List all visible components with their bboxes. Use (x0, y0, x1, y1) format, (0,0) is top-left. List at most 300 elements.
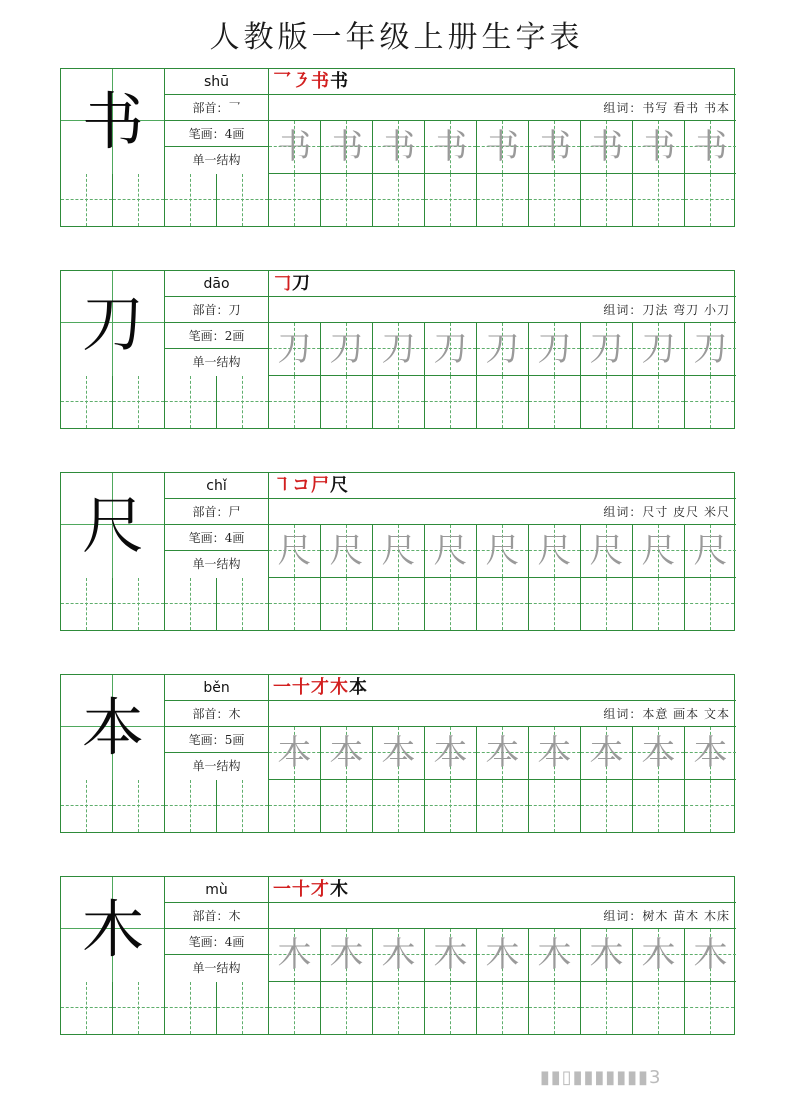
pinyin-row (165, 69, 268, 95)
stroke-order-row (269, 675, 736, 701)
practice-cell[interactable] (113, 780, 165, 832)
tracing-character: 书 (329, 127, 364, 167)
tracing-character: 尺 (537, 531, 572, 571)
guide-line (658, 174, 659, 226)
tracing-character: 本 (329, 733, 364, 773)
guide-line (658, 780, 659, 832)
word-examples (603, 297, 730, 323)
tracing-cell[interactable] (425, 323, 477, 375)
practice-cell[interactable] (165, 982, 217, 1034)
guide-line (138, 780, 139, 832)
structure-text: 单一结构 (192, 759, 241, 773)
guide-line (242, 982, 243, 1034)
tracing-cell[interactable] (477, 525, 529, 577)
words-row (269, 95, 736, 121)
practice-cell[interactable] (477, 376, 529, 428)
tracing-cell[interactable] (321, 323, 373, 375)
practice-cell[interactable] (217, 982, 269, 1034)
practice-cell[interactable] (685, 376, 734, 428)
guide-line (346, 174, 347, 226)
tracing-character: 木 (329, 935, 364, 975)
guide-line (346, 376, 347, 428)
practice-cell[interactable] (217, 578, 269, 630)
stroke-order-row (269, 69, 736, 95)
guide-line (242, 174, 243, 226)
words-row (269, 903, 736, 929)
guide-line (554, 780, 555, 832)
radical-row (165, 701, 268, 727)
radical-row (165, 95, 268, 121)
practice-cell[interactable] (425, 376, 477, 428)
tracing-character: 刀 (589, 329, 624, 369)
guide-line (346, 982, 347, 1034)
practice-cell[interactable] (165, 578, 217, 630)
tracing-cell[interactable] (477, 121, 529, 173)
guide-line (658, 376, 659, 428)
practice-cell[interactable] (269, 578, 321, 630)
tracing-character: 书 (381, 127, 416, 167)
tracing-cell[interactable] (477, 323, 529, 375)
info-column (165, 877, 269, 982)
guide-line (398, 578, 399, 630)
guide-line (502, 174, 503, 226)
pinyin-row (165, 271, 268, 297)
tracing-cell[interactable] (269, 525, 321, 577)
tracing-character: 木 (537, 935, 572, 975)
big-character-cell (61, 473, 165, 578)
tracing-character: 木 (589, 935, 624, 975)
structure-row (165, 147, 268, 174)
character-card (60, 68, 735, 227)
tracing-character: 书 (693, 127, 728, 167)
tracing-character: 刀 (433, 329, 468, 369)
stroke-order (273, 675, 368, 701)
practice-cell[interactable] (165, 780, 217, 832)
stroke-count-text: 4画 (224, 127, 245, 141)
tracing-character: 木 (433, 935, 468, 975)
words-label: 组词： (603, 303, 643, 317)
practice-cell[interactable] (425, 174, 477, 226)
pinyin-row (165, 877, 268, 903)
practice-cell[interactable] (217, 174, 269, 226)
guide-line (242, 578, 243, 630)
structure-text: 单一结构 (192, 961, 241, 975)
radical-text: 部首： (192, 303, 229, 317)
practice-cell[interactable] (269, 376, 321, 428)
practice-cell[interactable] (61, 376, 113, 428)
practice-cell[interactable] (373, 780, 425, 832)
character-card (60, 876, 735, 1035)
tracing-character: 本 (589, 733, 624, 773)
practice-cell[interactable] (113, 578, 165, 630)
guide-line (554, 982, 555, 1034)
tracing-character: 刀 (329, 329, 364, 369)
guide-line (502, 780, 503, 832)
tracing-cell[interactable] (373, 525, 425, 577)
guide-line (710, 780, 711, 832)
guide-line (710, 174, 711, 226)
practice-cell[interactable] (165, 376, 217, 428)
words-row (269, 701, 736, 727)
tracing-character: 木 (485, 935, 520, 975)
stroke-count-row (165, 929, 268, 955)
radical-text: 尸 (228, 505, 241, 519)
radical-row (165, 903, 268, 929)
guide-line (242, 376, 243, 428)
practice-cell[interactable] (685, 780, 734, 832)
character-card (60, 674, 735, 833)
practice-cell[interactable] (269, 982, 321, 1034)
guide-line (398, 780, 399, 832)
practice-cell[interactable] (61, 780, 113, 832)
practice-cell[interactable] (633, 578, 685, 630)
tracing-cell[interactable] (633, 121, 685, 173)
radical-text: 部首： (192, 505, 229, 519)
tracing-cell[interactable] (685, 323, 736, 375)
guide-line (86, 982, 87, 1034)
tracing-cell[interactable] (477, 929, 529, 981)
guide-line (190, 982, 191, 1034)
big-character-cell (61, 675, 165, 780)
tracing-character: 书 (485, 127, 520, 167)
tracing-cell[interactable] (321, 525, 373, 577)
stroke-count-text: 笔画： (188, 531, 225, 545)
words-label: 组词： (603, 909, 643, 923)
pinyin-text: chǐ (206, 478, 227, 494)
guide-line (502, 982, 503, 1034)
words-label: 组词： (603, 101, 643, 115)
stroke-count-text: 5画 (224, 733, 245, 747)
watermark: ▮▮▯▮▮▮▮▮▮▮3 (540, 1067, 662, 1088)
tracing-cell[interactable] (685, 525, 736, 577)
guide-line (710, 578, 711, 630)
guide-line (138, 174, 139, 226)
big-character-cell (61, 877, 165, 982)
guide-line (554, 578, 555, 630)
tracing-character: 尺 (277, 531, 312, 571)
tracing-character: 刀 (381, 329, 416, 369)
tracing-character: 书 (641, 127, 676, 167)
guide-line (710, 982, 711, 1034)
stroke-step: 尸 (311, 475, 329, 496)
radical-row (165, 499, 268, 525)
stroke-count-text: 笔画： (188, 733, 225, 747)
big-character: 刀 (81, 287, 144, 360)
guide-line (658, 982, 659, 1034)
practice-cell[interactable] (165, 174, 217, 226)
tracing-character: 本 (641, 733, 676, 773)
tracing-character: 本 (277, 733, 312, 773)
tracing-character: 本 (433, 733, 468, 773)
stroke-count-text: 2画 (224, 329, 245, 343)
big-character-cell (61, 271, 165, 376)
tracing-row (269, 121, 736, 174)
guide-line (450, 174, 451, 226)
stroke-count-text: 笔画： (188, 935, 225, 949)
stroke-step: 木 (330, 677, 348, 698)
tracing-cell[interactable] (373, 929, 425, 981)
guide-line (398, 174, 399, 226)
big-character: 木 (81, 893, 144, 966)
guide-line (502, 578, 503, 630)
big-character-cell (61, 69, 165, 174)
words-row (269, 499, 736, 525)
practice-cell[interactable] (61, 982, 113, 1034)
practice-cell[interactable] (529, 376, 581, 428)
tracing-character: 刀 (277, 329, 312, 369)
info-column (165, 69, 269, 174)
structure-text: 单一结构 (192, 153, 241, 167)
practice-cell[interactable] (425, 780, 477, 832)
practice-cell[interactable] (217, 376, 269, 428)
tracing-cell[interactable] (373, 323, 425, 375)
structure-text: 单一结构 (192, 355, 241, 369)
stroke-order (273, 877, 349, 903)
guide-line (190, 376, 191, 428)
pinyin-row (165, 473, 268, 499)
guide-line (450, 982, 451, 1034)
practice-cell[interactable] (61, 174, 113, 226)
tracing-cell[interactable] (633, 929, 685, 981)
practice-cell[interactable] (373, 578, 425, 630)
tracing-character: 刀 (485, 329, 520, 369)
pinyin-text: mù (205, 882, 228, 898)
tracing-cell[interactable] (425, 929, 477, 981)
tracing-character: 本 (693, 733, 728, 773)
guide-line (554, 174, 555, 226)
tracing-cell[interactable] (321, 727, 373, 779)
practice-cell[interactable] (477, 982, 529, 1034)
stroke-step: 𠃌 (273, 273, 291, 294)
practice-cell[interactable] (217, 780, 269, 832)
tracing-cell[interactable] (425, 121, 477, 173)
big-character: 书 (81, 85, 144, 158)
structure-row (165, 349, 268, 376)
practice-cell[interactable] (373, 982, 425, 1034)
tracing-cell[interactable] (269, 121, 321, 173)
guide-line (450, 578, 451, 630)
practice-cell[interactable] (633, 174, 685, 226)
practice-cell[interactable] (321, 780, 373, 832)
practice-row (61, 174, 736, 226)
guide-line (346, 578, 347, 630)
practice-row (61, 376, 736, 428)
practice-cell[interactable] (61, 578, 113, 630)
tracing-character: 书 (537, 127, 572, 167)
practice-cell[interactable] (113, 982, 165, 1034)
tracing-cell[interactable] (269, 727, 321, 779)
tracing-cell[interactable] (425, 727, 477, 779)
tracing-cell[interactable] (581, 323, 633, 375)
guide-line (606, 376, 607, 428)
tracing-cell[interactable] (685, 727, 736, 779)
practice-cell[interactable] (529, 982, 581, 1034)
stroke-order-row (269, 473, 736, 499)
tracing-row (269, 525, 736, 578)
practice-row (61, 982, 736, 1034)
character-card (60, 472, 735, 631)
tracing-cell[interactable] (633, 525, 685, 577)
radical-text: 刀 (228, 303, 241, 317)
tracing-cell[interactable] (269, 323, 321, 375)
practice-cell[interactable] (633, 780, 685, 832)
radical-row (165, 297, 268, 323)
tracing-cell[interactable] (477, 727, 529, 779)
tracing-cell[interactable] (529, 727, 581, 779)
words-row (269, 297, 736, 323)
practice-cell[interactable] (373, 174, 425, 226)
practice-cell[interactable] (633, 982, 685, 1034)
guide-line (294, 780, 295, 832)
guide-line (398, 376, 399, 428)
words-text: 本意 画本 文本 (642, 707, 730, 721)
tracing-cell[interactable] (321, 121, 373, 173)
stroke-step: 木 (330, 879, 348, 900)
guide-line (190, 578, 191, 630)
stroke-count-row (165, 525, 268, 551)
word-examples (603, 499, 730, 525)
tracing-character: 刀 (537, 329, 572, 369)
guide-line (346, 780, 347, 832)
practice-cell[interactable] (685, 982, 734, 1034)
practice-cell[interactable] (581, 578, 633, 630)
character-card (60, 270, 735, 429)
practice-cell[interactable] (477, 174, 529, 226)
practice-cell[interactable] (529, 578, 581, 630)
structure-row (165, 955, 268, 982)
words-label: 组词： (603, 707, 643, 721)
big-character: 本 (81, 691, 144, 764)
guide-line (450, 780, 451, 832)
tracing-cell[interactable] (633, 727, 685, 779)
tracing-cell[interactable] (321, 929, 373, 981)
tracing-cell[interactable] (633, 323, 685, 375)
practice-cell[interactable] (113, 174, 165, 226)
tracing-character: 尺 (433, 531, 468, 571)
practice-cell[interactable] (425, 578, 477, 630)
practice-cell[interactable] (425, 982, 477, 1034)
tracing-cell[interactable] (581, 929, 633, 981)
stroke-step: 刀 (292, 273, 310, 294)
stroke-step: 乛 (273, 71, 291, 92)
stroke-step: 才 (311, 879, 329, 900)
guide-line (294, 578, 295, 630)
stroke-order-row (269, 271, 736, 297)
word-examples (603, 95, 730, 121)
practice-cell[interactable] (529, 780, 581, 832)
tracing-cell[interactable] (685, 121, 736, 173)
practice-cell[interactable] (113, 376, 165, 428)
practice-cell[interactable] (529, 174, 581, 226)
practice-cell[interactable] (269, 780, 321, 832)
info-column (165, 473, 269, 578)
practice-cell[interactable] (581, 174, 633, 226)
words-text: 刀法 弯刀 小刀 (642, 303, 730, 317)
pinyin-row (165, 675, 268, 701)
stroke-order (273, 473, 349, 499)
guide-line (398, 982, 399, 1034)
words-label: 组词： (603, 505, 643, 519)
pinyin-text: běn (203, 680, 230, 696)
radical-text: 木 (228, 909, 241, 923)
tracing-character: 书 (589, 127, 624, 167)
tracing-cell[interactable] (529, 525, 581, 577)
stroke-step: 书 (311, 71, 329, 92)
radical-text: 部首： (192, 101, 229, 115)
tracing-row (269, 727, 736, 780)
tracing-cell[interactable] (269, 929, 321, 981)
stroke-step: 十 (292, 879, 310, 900)
pinyin-text: dāo (203, 276, 230, 292)
stroke-count-text: 4画 (224, 935, 245, 949)
practice-cell[interactable] (321, 578, 373, 630)
practice-cell[interactable] (477, 578, 529, 630)
tracing-cell[interactable] (581, 525, 633, 577)
guide-line (606, 578, 607, 630)
practice-cell[interactable] (321, 174, 373, 226)
tracing-cell[interactable] (581, 727, 633, 779)
practice-cell[interactable] (321, 982, 373, 1034)
practice-cell[interactable] (685, 578, 734, 630)
words-text: 树木 苗木 木床 (642, 909, 730, 923)
practice-cell[interactable] (477, 780, 529, 832)
stroke-order (273, 69, 349, 95)
guide-line (710, 376, 711, 428)
tracing-cell[interactable] (581, 121, 633, 173)
tracing-cell[interactable] (425, 525, 477, 577)
tracing-cell[interactable] (373, 727, 425, 779)
guide-line (606, 174, 607, 226)
tracing-cell[interactable] (529, 929, 581, 981)
radical-text: 木 (228, 707, 241, 721)
stroke-count-text: 笔画： (188, 127, 225, 141)
practice-cell[interactable] (321, 376, 373, 428)
practice-cell[interactable] (581, 376, 633, 428)
stroke-step: 十 (292, 677, 310, 698)
tracing-cell[interactable] (685, 929, 736, 981)
practice-cell[interactable] (269, 174, 321, 226)
structure-row (165, 753, 268, 780)
tracing-character: 尺 (641, 531, 676, 571)
tracing-character: 尺 (589, 531, 624, 571)
practice-cell[interactable] (581, 780, 633, 832)
practice-cell[interactable] (633, 376, 685, 428)
stroke-count-row (165, 727, 268, 753)
tracing-cell[interactable] (373, 121, 425, 173)
tracing-cell[interactable] (529, 323, 581, 375)
guide-line (86, 578, 87, 630)
guide-line (86, 174, 87, 226)
tracing-cell[interactable] (529, 121, 581, 173)
guide-line (606, 780, 607, 832)
stroke-count-row (165, 323, 268, 349)
words-text: 书写 看书 书本 (642, 101, 730, 115)
tracing-character: 尺 (329, 531, 364, 571)
words-text: 尺寸 皮尺 米尺 (642, 505, 730, 519)
tracing-character: 刀 (693, 329, 728, 369)
structure-text: 单一结构 (192, 557, 241, 571)
practice-cell[interactable] (373, 376, 425, 428)
structure-row (165, 551, 268, 578)
guide-line (658, 578, 659, 630)
info-column (165, 675, 269, 780)
practice-cell[interactable] (581, 982, 633, 1034)
practice-cell[interactable] (685, 174, 734, 226)
stroke-order-row (269, 877, 736, 903)
stroke-step: ㇋ (292, 71, 310, 92)
guide-line (502, 376, 503, 428)
stroke-step: コ (292, 475, 310, 496)
